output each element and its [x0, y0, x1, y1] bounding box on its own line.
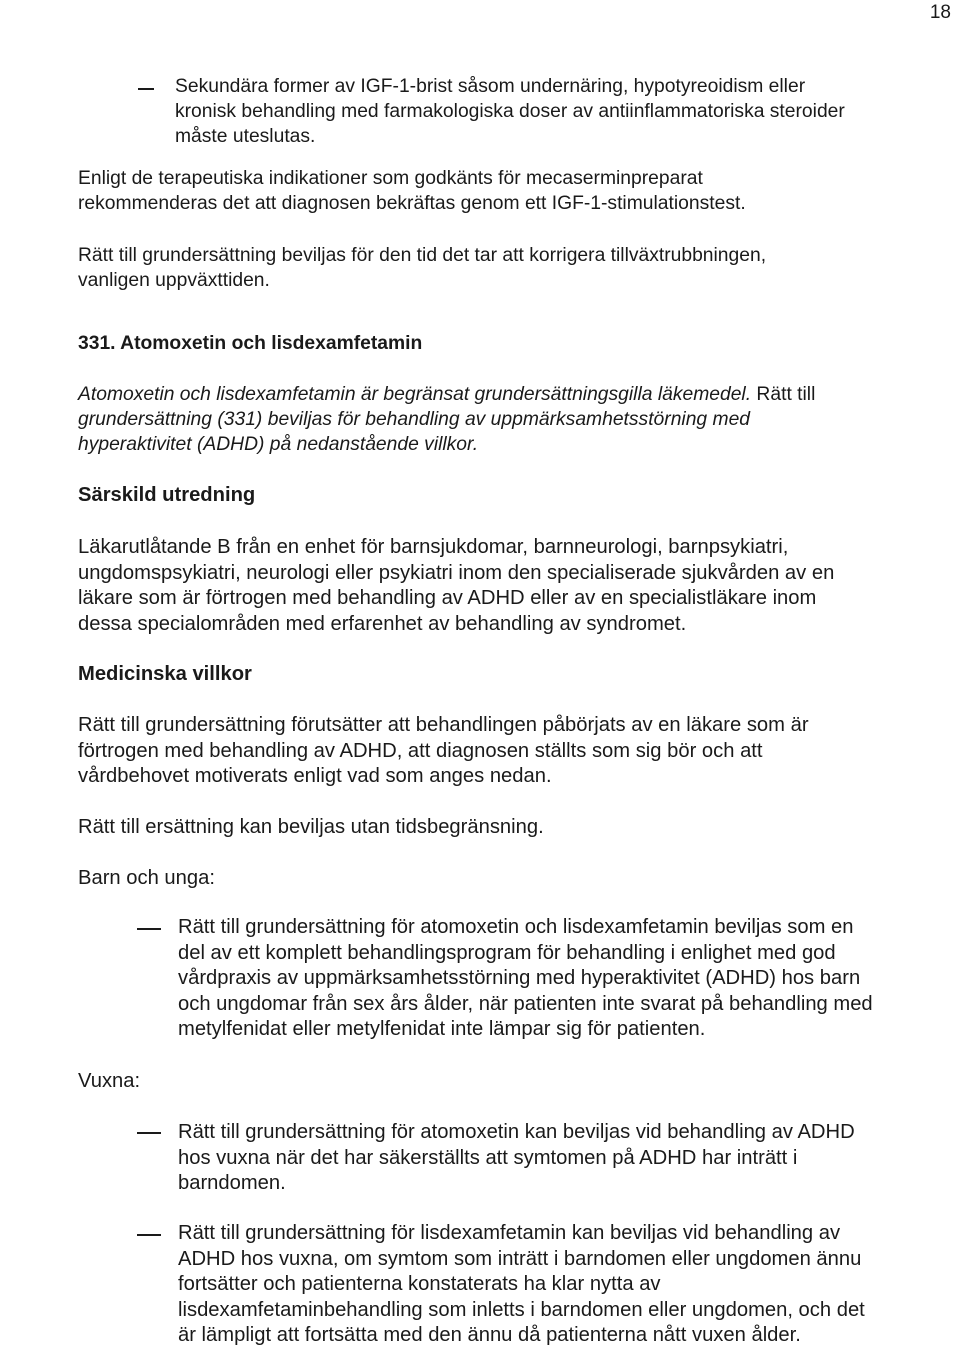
bullet-item-adults-atomoxetin [178, 1120, 960, 1197]
section-heading: 331. Atomoxetin och lisdexamfetamin [78, 333, 423, 354]
text-line: är lämpligt att fortsätta med den ännu då patienterna nått vuxen ålder. [178, 1324, 801, 1346]
text-line: ADHD hos vuxna, om symtom som inträtt i barndomen eller ungdomen ännu [178, 1247, 862, 1270]
text-line: Rätt till grundersättning för atomoxetin kan beviljas vid behandling av ADHD [178, 1121, 855, 1143]
bullet-dash [138, 88, 154, 90]
text-line: Läkarutlåtande B från en enhet för barnsjukdomar, barnneurologi, barnpsykiatri, [78, 536, 789, 558]
paragraph-medical-conditions [78, 713, 958, 790]
text-line: hyperaktivitet (ADHD) på nedanstående villkor. [78, 434, 479, 456]
text-line: Sekundära former av IGF-1-brist såsom undernäring, hypotyreoidism eller [175, 76, 806, 97]
bullet-item-secondary-forms [175, 74, 960, 150]
paragraph-stimulation-test [78, 166, 958, 216]
text-line: metylfenidat eller metylfenidat inte lämpar sig för patienten. [178, 1018, 706, 1040]
text-line: vårdbehovet motiverats enligt vad som anges nedan. [78, 765, 552, 787]
text-line: vanligen uppväxttiden. [78, 270, 270, 292]
bullet-dash [137, 928, 161, 930]
label-adults: Vuxna: [78, 1070, 141, 1092]
bullet-dash [137, 1132, 161, 1134]
intro-italic-text: Atomoxetin och lisdexamfetamin är begränsat grundersättningsgilla läkemedel. [78, 384, 752, 405]
text-line: del av ett komplett behandlingsprogram för behandling i enlighet med god [178, 941, 836, 964]
text-line: och ungdomar från sex års ålder, när patienten inte svarat på behandling med [178, 992, 873, 1015]
text-line: rekommenderas det att diagnosen bekräftas genom ett IGF-1-stimulationstest. [78, 193, 746, 215]
text-line: läkare som är förtrogen med behandling av ADHD eller av en specialistläkare inom [78, 587, 817, 609]
text-line: barndomen. [178, 1172, 286, 1194]
subheading-medical-conditions: Medicinska villkor [78, 663, 252, 685]
paragraph-special-investigation [78, 535, 958, 637]
text-line: måste uteslutas. [175, 126, 316, 148]
text-line: Rätt till grundersättning för lisdexamfetamin kan beviljas vid behandling av [178, 1222, 841, 1244]
text-line: ungdomspsykiatri, neurologi eller psykiatri inom den specialiserade sjukvården av en [78, 561, 835, 584]
text-line [78, 382, 958, 407]
text-line: fortsätter och patienterna konstaterats ha klar nytta av [178, 1273, 661, 1295]
subheading-special-investigation: Särskild utredning [78, 484, 256, 506]
text-line: Rätt till grundersättning beviljas för den tid det tar att korrigera tillväxtrubbningen, [78, 245, 767, 266]
page-number: 18 [929, 2, 951, 23]
text-line: hos vuxna när det har säkerställts att symtomen på ADHD har inträtt i [178, 1146, 798, 1169]
text-line: Enligt de terapeutiska indikationer som godkänts för mecaserminpreparat [78, 168, 703, 189]
paragraph-no-time-limit: Rätt till ersättning kan beviljas utan tidsbegränsning. [78, 816, 544, 838]
text-line: kronisk behandling med farmakologiska doser av antiinflammatoriska steroider [175, 101, 845, 123]
text-line: Rätt till grundersättning för atomoxetin och lisdexamfetamin beviljas som en [178, 916, 854, 938]
text-line: vårdpraxis av uppmärksamhetsstörning med hyperaktivitet (ADHD) hos barn [178, 967, 861, 989]
label-children: Barn och unga: [78, 867, 215, 889]
text-line: Rätt till grundersättning förutsätter att behandlingen påbörjats av en läkare som är [78, 714, 809, 736]
text-line: förtrogen med behandling av ADHD, att diagnosen ställts som sig bör och att [78, 739, 763, 762]
text-line: dessa specialområden med erfarenhet av behandling av syndromet. [78, 612, 687, 635]
paragraph-duration [78, 243, 958, 293]
bullet-item-children [178, 915, 960, 1043]
paragraph-intro [78, 382, 958, 458]
text-line: lisdexamfetaminbehandling som inletts i barndomen eller ungdomen, och det [178, 1298, 865, 1321]
intro-rest-text: Rätt till [751, 384, 816, 405]
bullet-dash [137, 1234, 161, 1236]
bullet-item-adults-lisdexamfetamin [178, 1221, 960, 1349]
text-line: grundersättning (331) beviljas för behandling av uppmärksamhetsstörning med [78, 409, 751, 431]
